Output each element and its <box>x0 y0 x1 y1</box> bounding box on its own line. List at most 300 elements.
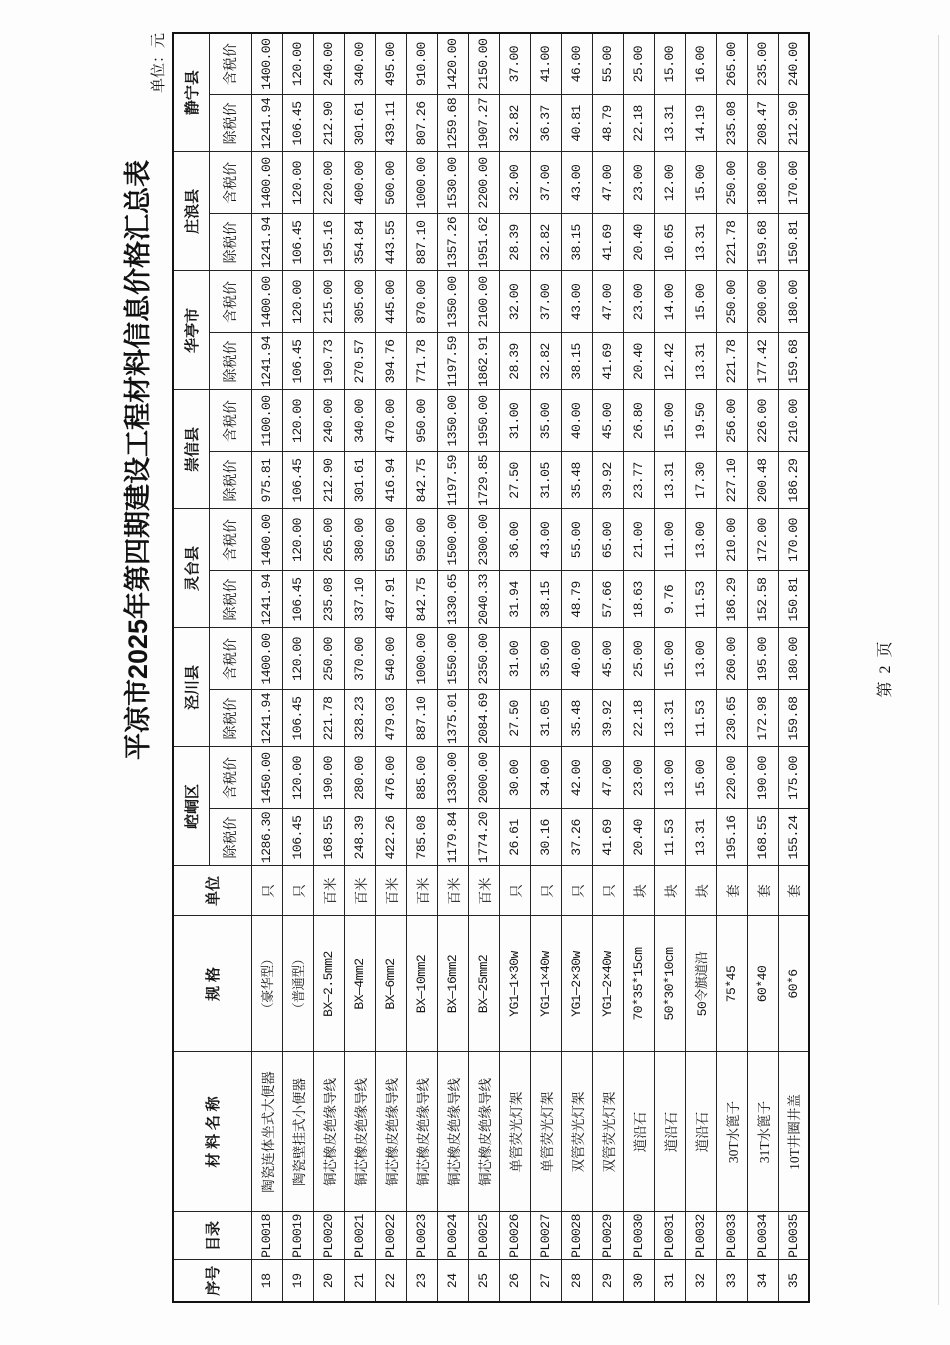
price-excl-cell: 17.30 <box>685 452 716 509</box>
spec-cell: BX—25mm2 <box>468 916 499 1052</box>
price-excl-cell: 301.61 <box>344 95 375 152</box>
price-incl-cell: 13.00 <box>654 747 685 809</box>
table-row <box>437 33 468 1302</box>
price-incl-cell: 15.00 <box>654 33 685 95</box>
price-excl-cell: 38.15 <box>561 214 592 271</box>
price-incl-cell: 21.00 <box>623 509 654 571</box>
price-excl-cell: 14.19 <box>685 95 716 152</box>
price-excl-cell: 842.75 <box>406 452 437 509</box>
price-incl-cell: 23.00 <box>623 152 654 214</box>
table-body <box>251 33 809 1302</box>
price-excl-cell: 975.81 <box>251 452 282 509</box>
price-incl-cell: 120.00 <box>282 33 313 95</box>
spec-cell: （普通型） <box>282 916 313 1052</box>
price-excl-cell: 221.78 <box>313 690 344 747</box>
price-excl-cell: 36.37 <box>530 95 561 152</box>
price-type-header: 含税价 <box>209 509 251 571</box>
material-name-cell: 单管荧光灯架 <box>499 1052 530 1212</box>
price-excl-cell: 1197.59 <box>437 452 468 509</box>
price-excl-cell: 1241.94 <box>251 95 282 152</box>
price-incl-cell: 120.00 <box>282 271 313 333</box>
table-row <box>623 33 654 1302</box>
price-excl-cell: 18.63 <box>623 571 654 628</box>
price-incl-cell: 1400.00 <box>251 33 282 95</box>
catalog-cell: PL0018 <box>251 1212 282 1260</box>
price-incl-cell: 195.00 <box>747 628 778 690</box>
price-incl-cell: 550.00 <box>375 509 406 571</box>
price-excl-cell: 301.61 <box>344 452 375 509</box>
price-excl-cell: 32.82 <box>530 214 561 271</box>
material-name-cell: 铜芯橡皮绝缘导线 <box>344 1052 375 1212</box>
price-excl-cell: 1375.01 <box>437 690 468 747</box>
price-incl-cell: 200.00 <box>747 271 778 333</box>
price-incl-cell: 43.00 <box>561 152 592 214</box>
price-incl-cell: 37.00 <box>499 33 530 95</box>
spec-cell: BX—16mm2 <box>437 916 468 1052</box>
price-excl-cell: 328.23 <box>344 690 375 747</box>
table-row <box>499 33 530 1302</box>
catalog-cell: PL0029 <box>592 1212 623 1260</box>
catalog-cell: PL0019 <box>282 1212 313 1260</box>
price-incl-cell: 1530.00 <box>437 152 468 214</box>
price-excl-cell: 159.68 <box>747 214 778 271</box>
price-excl-cell: 13.31 <box>685 333 716 390</box>
table-row <box>654 33 685 1302</box>
price-excl-cell: 41.69 <box>592 214 623 271</box>
price-incl-cell: 190.00 <box>313 747 344 809</box>
table-row <box>468 33 499 1302</box>
material-name-cell: 单管荧光灯架 <box>530 1052 561 1212</box>
price-incl-cell: 2000.00 <box>468 747 499 809</box>
price-excl-cell: 2084.69 <box>468 690 499 747</box>
price-incl-cell: 180.00 <box>778 271 809 333</box>
price-excl-cell: 31.94 <box>499 571 530 628</box>
price-incl-cell: 1550.00 <box>437 628 468 690</box>
price-incl-cell: 1400.00 <box>251 628 282 690</box>
seq-cell: 31 <box>654 1260 685 1302</box>
price-excl-cell: 168.55 <box>747 809 778 866</box>
table-row <box>282 33 313 1302</box>
region-header: 崆峒区 <box>173 747 209 866</box>
price-incl-cell: 340.00 <box>344 390 375 452</box>
price-excl-cell: 20.40 <box>623 333 654 390</box>
price-incl-cell: 950.00 <box>406 509 437 571</box>
price-incl-cell: 35.00 <box>530 390 561 452</box>
seq-cell: 30 <box>623 1260 654 1302</box>
price-incl-cell: 1450.00 <box>251 747 282 809</box>
price-incl-cell: 210.00 <box>716 509 747 571</box>
spec-cell: 70*35*15cm <box>623 916 654 1052</box>
price-incl-cell: 870.00 <box>406 271 437 333</box>
price-incl-cell: 495.00 <box>375 33 406 95</box>
price-excl-cell: 35.48 <box>561 452 592 509</box>
price-excl-cell: 1907.27 <box>468 95 499 152</box>
price-incl-cell: 190.00 <box>747 747 778 809</box>
price-incl-cell: 1100.00 <box>251 390 282 452</box>
price-excl-cell: 48.79 <box>561 571 592 628</box>
price-excl-cell: 31.05 <box>530 690 561 747</box>
price-incl-cell: 235.00 <box>747 33 778 95</box>
price-excl-cell: 195.16 <box>716 809 747 866</box>
unit-cell: 只 <box>499 866 530 916</box>
price-excl-cell: 2040.33 <box>468 571 499 628</box>
material-name-cell: 铜芯橡皮绝缘导线 <box>406 1052 437 1212</box>
seq-cell: 21 <box>344 1260 375 1302</box>
unit-cell: 百米 <box>344 866 375 916</box>
price-incl-cell: 55.00 <box>592 33 623 95</box>
catalog-cell: PL0025 <box>468 1212 499 1260</box>
price-type-header: 除税价 <box>209 809 251 866</box>
col-material-name-header: 材 料 名 称 <box>173 1052 251 1212</box>
price-excl-cell: 422.26 <box>375 809 406 866</box>
seq-cell: 35 <box>778 1260 809 1302</box>
price-incl-cell: 43.00 <box>530 509 561 571</box>
price-type-header: 含税价 <box>209 271 251 333</box>
price-excl-cell: 159.68 <box>778 333 809 390</box>
region-header: 庄浪县 <box>173 152 209 271</box>
scan-edge-artifact <box>938 35 939 1305</box>
region-header: 华亭市 <box>173 271 209 390</box>
price-excl-cell: 1241.94 <box>251 571 282 628</box>
catalog-cell: PL0030 <box>623 1212 654 1260</box>
price-incl-cell: 37.00 <box>530 152 561 214</box>
price-incl-cell: 172.00 <box>747 509 778 571</box>
price-excl-cell: 439.11 <box>375 95 406 152</box>
seq-cell: 26 <box>499 1260 530 1302</box>
price-incl-cell: 32.00 <box>499 271 530 333</box>
price-incl-cell: 260.00 <box>716 628 747 690</box>
spec-cell: 75*45 <box>716 916 747 1052</box>
price-incl-cell: 2150.00 <box>468 33 499 95</box>
price-incl-cell: 540.00 <box>375 628 406 690</box>
price-incl-cell: 41.00 <box>530 33 561 95</box>
material-name-cell: 陶瓷壁挂式小便器 <box>282 1052 313 1212</box>
table-header <box>173 33 251 1302</box>
unit-cell: 百米 <box>437 866 468 916</box>
price-incl-cell: 1330.00 <box>437 747 468 809</box>
seq-cell: 19 <box>282 1260 313 1302</box>
seq-cell: 18 <box>251 1260 282 1302</box>
price-excl-cell: 1951.62 <box>468 214 499 271</box>
price-excl-cell: 20.40 <box>623 809 654 866</box>
price-excl-cell: 41.69 <box>592 809 623 866</box>
seq-cell: 24 <box>437 1260 468 1302</box>
price-incl-cell: 1000.00 <box>406 152 437 214</box>
price-excl-cell: 1259.68 <box>437 95 468 152</box>
material-name-cell: 双管荧光灯架 <box>592 1052 623 1212</box>
seq-cell: 22 <box>375 1260 406 1302</box>
price-incl-cell: 15.00 <box>685 271 716 333</box>
price-excl-cell: 106.45 <box>282 452 313 509</box>
price-excl-cell: 38.15 <box>561 333 592 390</box>
material-name-cell: 铜芯橡皮绝缘导线 <box>437 1052 468 1212</box>
price-excl-cell: 106.45 <box>282 809 313 866</box>
price-incl-cell: 36.00 <box>499 509 530 571</box>
price-excl-cell: 212.90 <box>313 452 344 509</box>
price-excl-cell: 1241.94 <box>251 690 282 747</box>
price-incl-cell: 47.00 <box>592 152 623 214</box>
price-incl-cell: 65.00 <box>592 509 623 571</box>
catalog-cell: PL0026 <box>499 1212 530 1260</box>
price-incl-cell: 226.00 <box>747 390 778 452</box>
price-incl-cell: 240.00 <box>778 33 809 95</box>
price-incl-cell: 13.00 <box>685 509 716 571</box>
price-incl-cell: 240.00 <box>313 390 344 452</box>
table-row <box>344 33 375 1302</box>
price-excl-cell: 221.78 <box>716 333 747 390</box>
price-excl-cell: 487.91 <box>375 571 406 628</box>
catalog-cell: PL0021 <box>344 1212 375 1260</box>
price-incl-cell: 210.00 <box>778 390 809 452</box>
region-header: 泾川县 <box>173 628 209 747</box>
price-incl-cell: 1950.00 <box>468 390 499 452</box>
price-excl-cell: 208.47 <box>747 95 778 152</box>
price-incl-cell: 26.80 <box>623 390 654 452</box>
price-incl-cell: 1000.00 <box>406 628 437 690</box>
price-excl-cell: 13.31 <box>654 452 685 509</box>
catalog-cell: PL0022 <box>375 1212 406 1260</box>
price-incl-cell: 35.00 <box>530 628 561 690</box>
price-incl-cell: 370.00 <box>344 628 375 690</box>
spec-cell: BX—6mm2 <box>375 916 406 1052</box>
unit-cell: 百米 <box>468 866 499 916</box>
unit-cell: 只 <box>530 866 561 916</box>
material-price-table <box>172 32 810 1303</box>
price-incl-cell: 120.00 <box>282 390 313 452</box>
price-excl-cell: 13.31 <box>654 95 685 152</box>
price-type-header: 除税价 <box>209 333 251 390</box>
material-name-cell: 30T水篦子 <box>716 1052 747 1212</box>
page-number: 第 2 页 <box>877 639 894 698</box>
price-excl-cell: 155.24 <box>778 809 809 866</box>
seq-cell: 32 <box>685 1260 716 1302</box>
price-incl-cell: 220.00 <box>313 152 344 214</box>
price-incl-cell: 476.00 <box>375 747 406 809</box>
spec-cell: BX—2.5mm2 <box>313 916 344 1052</box>
price-incl-cell: 31.00 <box>499 628 530 690</box>
spec-cell: YG1—2×40w <box>592 916 623 1052</box>
price-incl-cell: 47.00 <box>592 747 623 809</box>
price-type-header: 含税价 <box>209 628 251 690</box>
price-excl-cell: 235.08 <box>313 571 344 628</box>
price-incl-cell: 250.00 <box>716 152 747 214</box>
price-incl-cell: 19.50 <box>685 390 716 452</box>
price-incl-cell: 40.00 <box>561 628 592 690</box>
price-excl-cell: 13.31 <box>654 690 685 747</box>
seq-cell: 34 <box>747 1260 778 1302</box>
price-excl-cell: 416.94 <box>375 452 406 509</box>
spec-cell: 50*30*10cm <box>654 916 685 1052</box>
price-excl-cell: 1197.59 <box>437 333 468 390</box>
price-incl-cell: 120.00 <box>282 628 313 690</box>
table-row <box>561 33 592 1302</box>
price-excl-cell: 235.08 <box>716 95 747 152</box>
price-excl-cell: 177.42 <box>747 333 778 390</box>
price-excl-cell: 13.31 <box>685 809 716 866</box>
price-incl-cell: 37.00 <box>530 271 561 333</box>
price-excl-cell: 771.78 <box>406 333 437 390</box>
spec-cell: 50令旗道沿 <box>685 916 716 1052</box>
spec-cell: 60*40 <box>747 916 778 1052</box>
catalog-cell: PL0035 <box>778 1212 809 1260</box>
price-incl-cell: 11.00 <box>654 509 685 571</box>
unit-cell: 只 <box>282 866 313 916</box>
price-incl-cell: 25.00 <box>623 33 654 95</box>
price-incl-cell: 220.00 <box>716 747 747 809</box>
price-type-header: 除税价 <box>209 690 251 747</box>
price-incl-cell: 240.00 <box>313 33 344 95</box>
price-incl-cell: 23.00 <box>623 271 654 333</box>
col-seq-header: 序号 <box>173 1260 251 1302</box>
price-excl-cell: 27.50 <box>499 690 530 747</box>
spec-cell: （豪华型） <box>251 916 282 1052</box>
seq-cell: 28 <box>561 1260 592 1302</box>
price-excl-cell: 230.65 <box>716 690 747 747</box>
seq-cell: 27 <box>530 1260 561 1302</box>
price-excl-cell: 10.65 <box>654 214 685 271</box>
spec-cell: YG1—2×30w <box>561 916 592 1052</box>
price-incl-cell: 1500.00 <box>437 509 468 571</box>
price-incl-cell: 280.00 <box>344 747 375 809</box>
price-incl-cell: 265.00 <box>716 33 747 95</box>
unit-cell: 块 <box>623 866 654 916</box>
price-incl-cell: 175.00 <box>778 747 809 809</box>
price-excl-cell: 1357.26 <box>437 214 468 271</box>
unit-cell: 百米 <box>406 866 437 916</box>
price-incl-cell: 15.00 <box>654 628 685 690</box>
table-row <box>716 33 747 1302</box>
table-row <box>406 33 437 1302</box>
price-excl-cell: 106.45 <box>282 95 313 152</box>
price-incl-cell: 500.00 <box>375 152 406 214</box>
catalog-cell: PL0032 <box>685 1212 716 1260</box>
price-excl-cell: 200.48 <box>747 452 778 509</box>
price-excl-cell: 479.03 <box>375 690 406 747</box>
price-incl-cell: 950.00 <box>406 390 437 452</box>
material-name-cell: 道沿石 <box>623 1052 654 1212</box>
price-incl-cell: 445.00 <box>375 271 406 333</box>
price-excl-cell: 807.26 <box>406 95 437 152</box>
price-excl-cell: 354.84 <box>344 214 375 271</box>
price-excl-cell: 186.29 <box>778 452 809 509</box>
price-excl-cell: 9.76 <box>654 571 685 628</box>
price-incl-cell: 13.00 <box>685 628 716 690</box>
price-incl-cell: 42.00 <box>561 747 592 809</box>
price-incl-cell: 910.00 <box>406 33 437 95</box>
price-excl-cell: 394.76 <box>375 333 406 390</box>
col-catalog-header: 目录 <box>173 1212 251 1260</box>
material-name-cell: 31T水篦子 <box>747 1052 778 1212</box>
price-excl-cell: 887.10 <box>406 214 437 271</box>
material-name-cell: 铜芯橡皮绝缘导线 <box>313 1052 344 1212</box>
spec-cell: YG1—1×40w <box>530 916 561 1052</box>
price-excl-cell: 159.68 <box>778 690 809 747</box>
price-excl-cell: 106.45 <box>282 690 313 747</box>
material-name-cell: 10T井圈井盖 <box>778 1052 809 1212</box>
price-incl-cell: 40.00 <box>561 390 592 452</box>
catalog-cell: PL0024 <box>437 1212 468 1260</box>
col-unit-header: 单位 <box>173 866 251 916</box>
price-excl-cell: 13.31 <box>685 214 716 271</box>
price-incl-cell: 47.00 <box>592 271 623 333</box>
price-excl-cell: 57.66 <box>592 571 623 628</box>
price-incl-cell: 23.00 <box>623 747 654 809</box>
price-incl-cell: 15.00 <box>654 390 685 452</box>
price-excl-cell: 40.81 <box>561 95 592 152</box>
table-row <box>747 33 778 1302</box>
price-excl-cell: 22.18 <box>623 95 654 152</box>
spec-cell: YG1—1×30w <box>499 916 530 1052</box>
col-spec-header: 规 格 <box>173 916 251 1052</box>
price-excl-cell: 842.75 <box>406 571 437 628</box>
price-excl-cell: 48.79 <box>592 95 623 152</box>
price-excl-cell: 39.92 <box>592 452 623 509</box>
catalog-cell: PL0027 <box>530 1212 561 1260</box>
price-excl-cell: 1862.91 <box>468 333 499 390</box>
table-row <box>592 33 623 1302</box>
catalog-cell: PL0028 <box>561 1212 592 1260</box>
unit-cell: 百米 <box>313 866 344 916</box>
spec-cell: BX—10mm2 <box>406 916 437 1052</box>
price-excl-cell: 37.26 <box>561 809 592 866</box>
price-type-header: 含税价 <box>209 33 251 95</box>
price-incl-cell: 250.00 <box>716 271 747 333</box>
price-excl-cell: 22.18 <box>623 690 654 747</box>
price-type-header: 除税价 <box>209 571 251 628</box>
price-excl-cell: 227.10 <box>716 452 747 509</box>
material-name-cell: 陶瓷连体坐式大便器 <box>251 1052 282 1212</box>
price-incl-cell: 16.00 <box>685 33 716 95</box>
seq-cell: 23 <box>406 1260 437 1302</box>
unit-cell: 只 <box>251 866 282 916</box>
price-excl-cell: 106.45 <box>282 571 313 628</box>
price-excl-cell: 443.55 <box>375 214 406 271</box>
price-excl-cell: 32.82 <box>499 95 530 152</box>
price-excl-cell: 212.90 <box>313 95 344 152</box>
price-excl-cell: 11.53 <box>685 690 716 747</box>
price-incl-cell: 340.00 <box>344 33 375 95</box>
price-excl-cell: 38.15 <box>530 571 561 628</box>
unit-cell: 套 <box>716 866 747 916</box>
region-header: 静宁县 <box>173 33 209 152</box>
price-incl-cell: 15.00 <box>685 152 716 214</box>
price-excl-cell: 150.81 <box>778 571 809 628</box>
catalog-cell: PL0034 <box>747 1212 778 1260</box>
price-excl-cell: 1179.84 <box>437 809 468 866</box>
unit-cell: 套 <box>778 866 809 916</box>
price-incl-cell: 305.00 <box>344 271 375 333</box>
unit-cell: 只 <box>561 866 592 916</box>
price-incl-cell: 15.00 <box>685 747 716 809</box>
price-excl-cell: 28.39 <box>499 333 530 390</box>
price-excl-cell: 195.16 <box>313 214 344 271</box>
price-excl-cell: 212.90 <box>778 95 809 152</box>
price-incl-cell: 2100.00 <box>468 271 499 333</box>
price-type-header: 含税价 <box>209 390 251 452</box>
unit-note: 单位：元 <box>151 33 167 94</box>
price-type-header: 除税价 <box>209 452 251 509</box>
price-excl-cell: 31.05 <box>530 452 561 509</box>
price-excl-cell: 28.39 <box>499 214 530 271</box>
price-excl-cell: 887.10 <box>406 690 437 747</box>
material-name-cell: 道沿石 <box>685 1052 716 1212</box>
price-incl-cell: 1400.00 <box>251 271 282 333</box>
seq-cell: 25 <box>468 1260 499 1302</box>
price-incl-cell: 250.00 <box>313 628 344 690</box>
price-incl-cell: 45.00 <box>592 628 623 690</box>
price-incl-cell: 1350.00 <box>437 390 468 452</box>
catalog-cell: PL0023 <box>406 1212 437 1260</box>
